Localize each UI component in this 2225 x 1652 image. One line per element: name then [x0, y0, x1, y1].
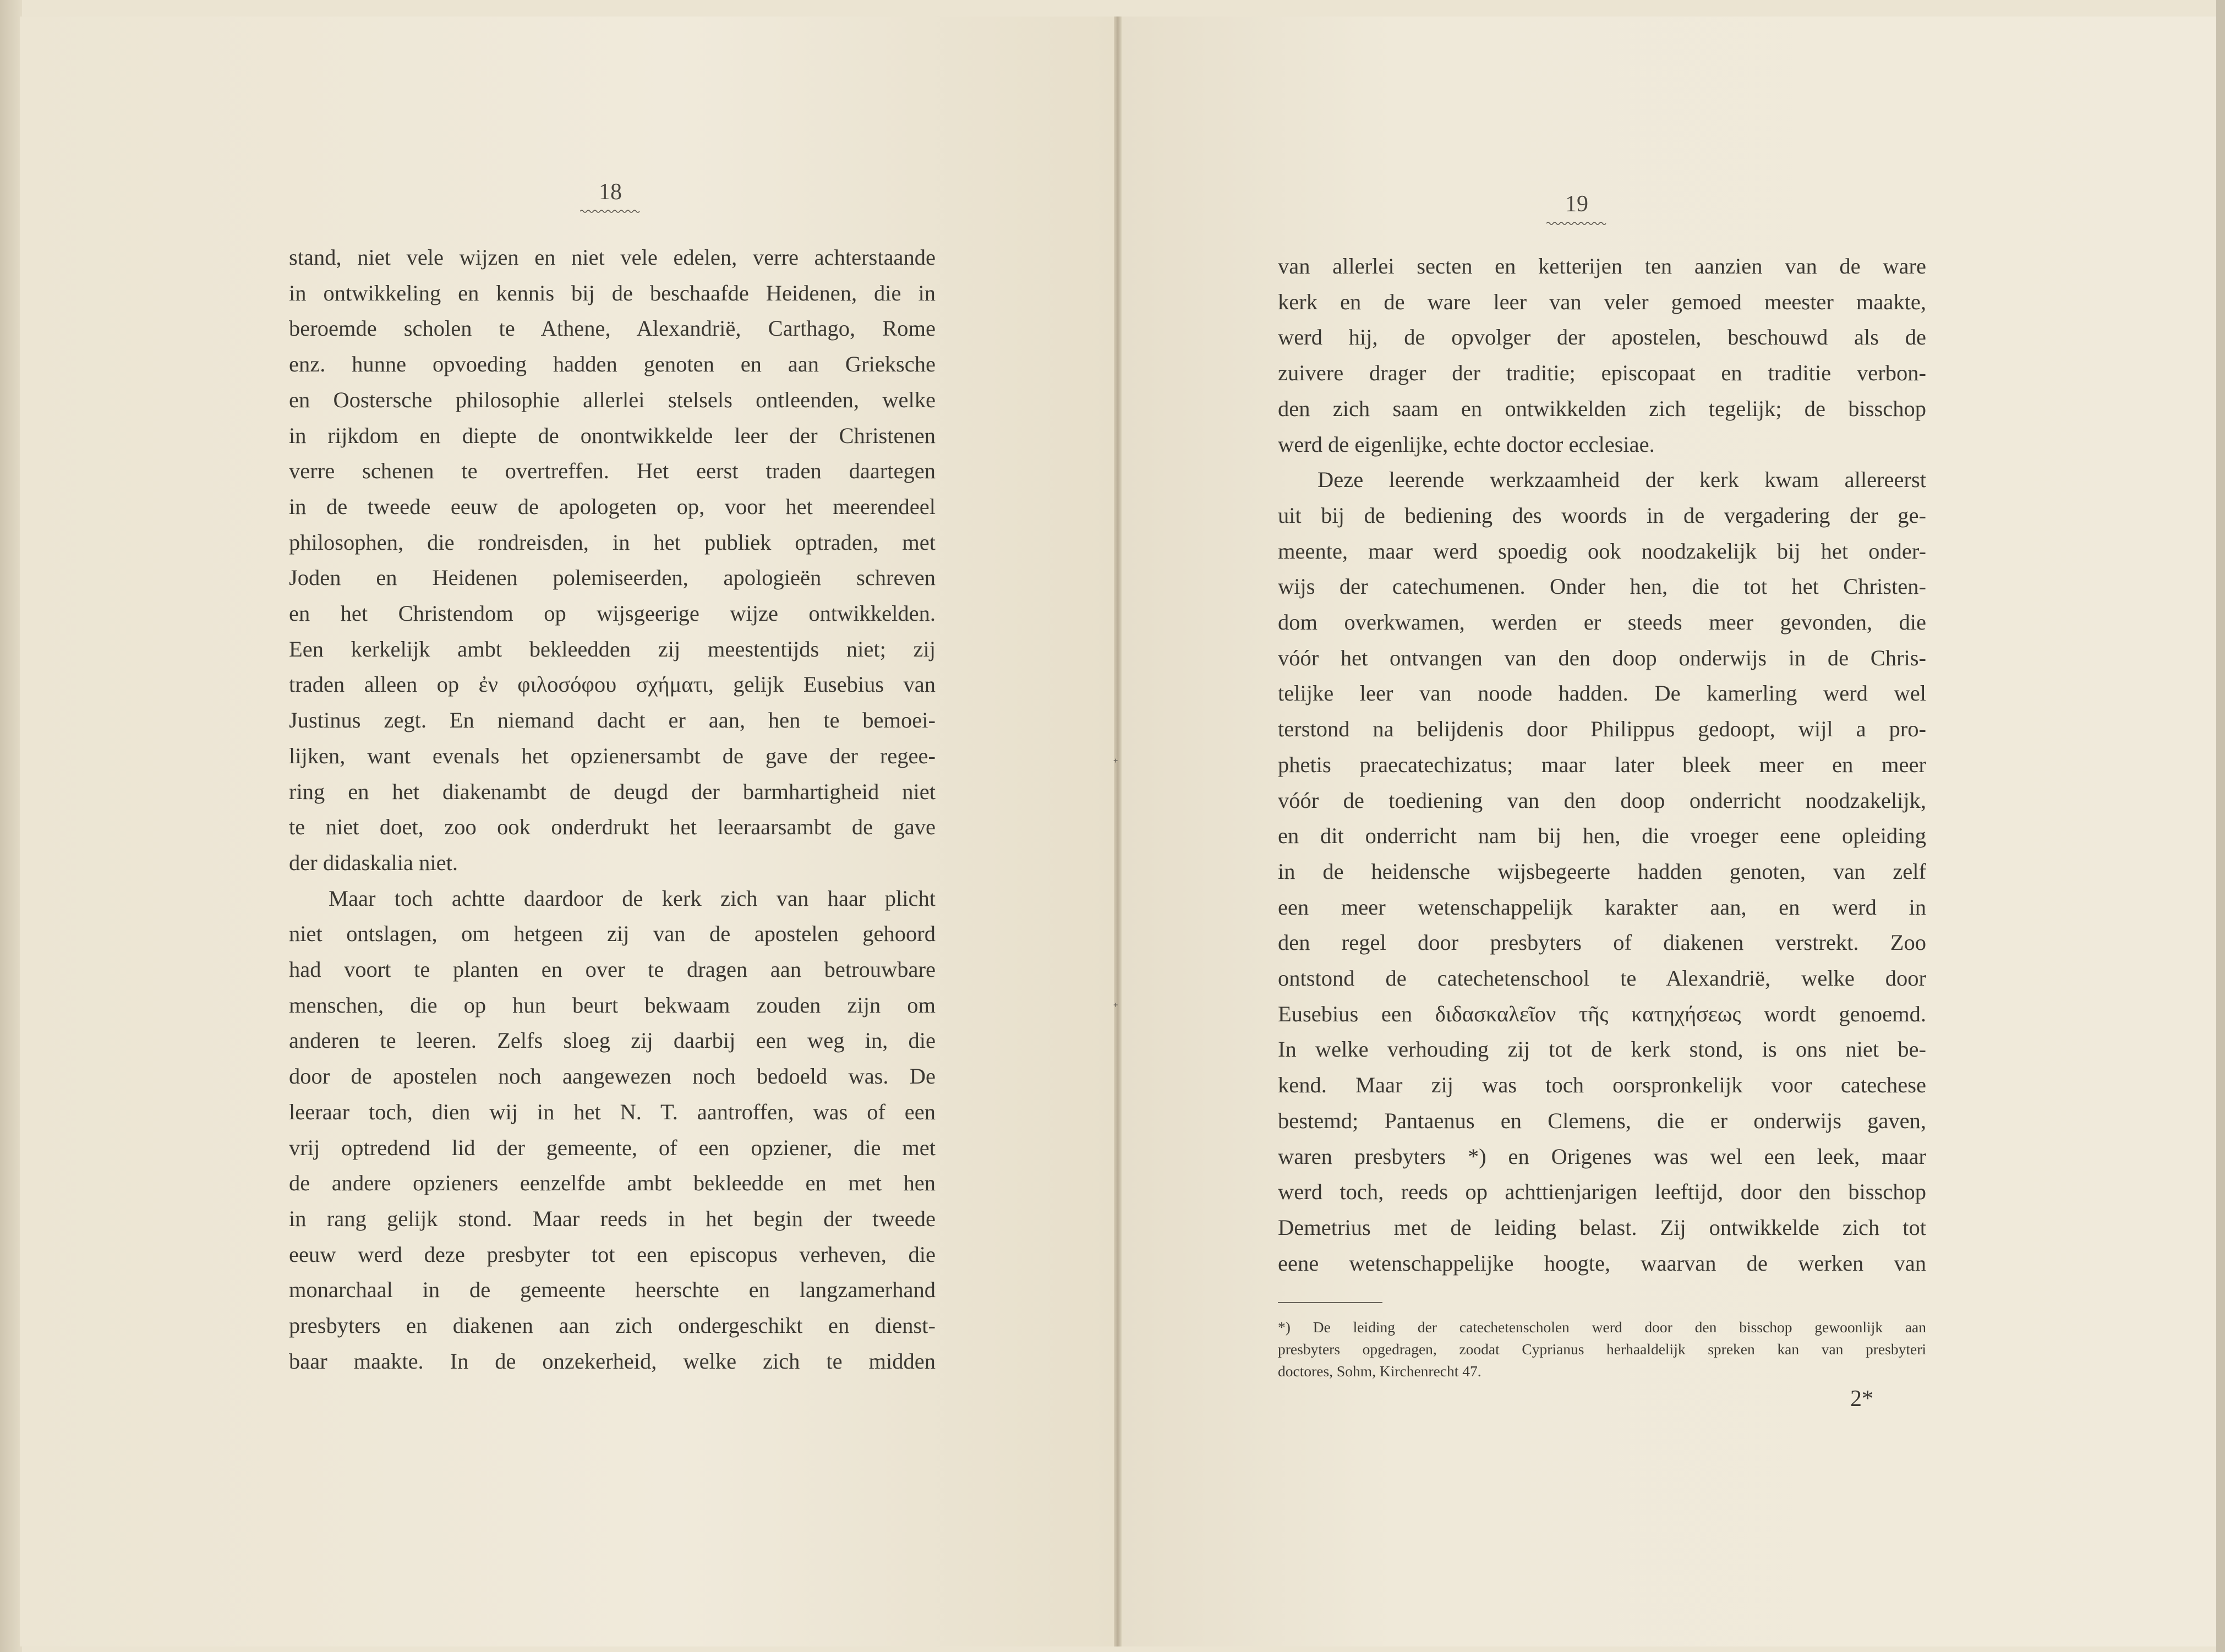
- text-line: den regel door presbyters of diakenen verstrekt. Zoo: [1278, 930, 1926, 955]
- text-line: meente, maar werd spoedig ook noodzakelijk bij het onder-: [1278, 538, 1926, 564]
- text-line: terstond na belijdenis door Philippus gedoopt, wijl a pro-: [1278, 716, 1926, 742]
- right-page-body: [1278, 249, 1926, 1281]
- text-line: presbyters en diakenen aan zich ondergeschikt en dienst-: [289, 1313, 936, 1338]
- text-line: dom overkwamen, werden er steeds meer gevonden, die: [1278, 610, 1926, 635]
- text-line: Deze leerende werkzaamheid der kerk kwam allereerst: [1317, 467, 1926, 493]
- text-line: wijs der catechumenen. Onder hen, die tot het Christen-: [1278, 574, 1926, 599]
- text-line: phetis praecatechizatus; maar later bleek meer en meer: [1278, 752, 1926, 777]
- text-line: in ontwikkeling en kennis bij de beschaafde Heidenen, die in: [289, 280, 936, 305]
- left-page-number-text: 18: [599, 179, 622, 205]
- text-line: werd toch, reeds op achttienjarigen leeftijd, door den bisschop: [1278, 1179, 1926, 1205]
- text-line: vóór de toediening van den doop onderricht noodzakelijk,: [1278, 787, 1926, 813]
- text-line: Justinus zegt. En niemand dacht er aan, hen te bemoei-: [289, 708, 936, 733]
- text-line: vóór het ontvangen van den doop onderwijs in de Chris-: [1278, 645, 1926, 670]
- text-line: eeuw werd deze presbyter tot een episcopus verheven, die: [289, 1241, 936, 1267]
- text-line: bestemd; Pantaenus en Clemens, die er onderwijs gaven,: [1278, 1108, 1926, 1133]
- text-line: de andere opzieners eenzelfde ambt bekleedde en met hen: [289, 1170, 936, 1196]
- text-line: Eusebius een διδασκαλεῖον τῆς κατηχήσεως wordt genoemd.: [1278, 1001, 1926, 1026]
- text-line: verre schenen te overtreffen. Het eerst traden daartegen: [289, 458, 936, 484]
- text-line: kerk en de ware leer van veler gemoed meester maakte,: [1278, 289, 1926, 314]
- text-line: leeraar toch, dien wij in het N. T. aantroffen, was of een: [289, 1099, 936, 1124]
- book-edge: [0, 0, 22, 1652]
- text-line: ontstond de catechetenschool te Alexandrië, welke door: [1278, 966, 1926, 991]
- text-line: zuivere drager der traditie; episcopaat en traditie verbon-: [1278, 360, 1926, 386]
- text-line: der didaskalia niet.: [289, 850, 458, 875]
- text-line: Demetrius met de leiding belast. Zij ontwikkelde zich tot: [1278, 1215, 1926, 1240]
- text-line: en dit onderricht nam bij hen, die vroeger eene opleiding: [1278, 823, 1926, 849]
- text-line: anderen te leeren. Zelfs sloeg zij daarbij een weg in, die: [289, 1028, 936, 1053]
- text-line: In welke verhouding zij tot de kerk stond, is ons niet be-: [1278, 1037, 1926, 1062]
- text-line: te niet doet, zoo ook onderdrukt het leeraarsambt de gave: [289, 814, 936, 840]
- text-line: baar maakte. In de onzekerheid, welke zich te midden: [289, 1348, 936, 1374]
- text-line: waren presbyters *) en Origenes was wel een leek, maar: [1278, 1144, 1926, 1169]
- text-line: in de tweede eeuw de apologeten op, voor het meerendeel: [289, 494, 936, 519]
- printer-signature-mark: 2*: [1850, 1386, 1873, 1412]
- gutter-mark-lower: [1113, 1003, 1123, 1006]
- left-page-number: [555, 179, 665, 214]
- text-line: beroemde scholen te Athene, Alexandrië, Carthago, Rome: [289, 316, 936, 341]
- footnote-line: doctores, Sohm, Kirchenrecht 47.: [1278, 1363, 1481, 1380]
- ornamental-rule: [580, 209, 641, 214]
- footnote-line: *) De leiding der catechetenscholen werd door den bisschop gewoonlijk aan: [1278, 1319, 1926, 1336]
- book-gutter: [1114, 17, 1122, 1646]
- right-page-number-text: 19: [1565, 192, 1588, 217]
- text-line: in de heidensche wijsbegeerte hadden genoten, van zelf: [1278, 858, 1926, 884]
- text-line: den zich saam en ontwikkelden zich tegelijk; de bisschop: [1278, 396, 1926, 421]
- footnote-line: presbyters opgedragen, zoodat Cyprianus herhaaldelijk spreken kan van presbyteri: [1278, 1341, 1926, 1358]
- text-line: van allerlei secten en ketterijen ten aanzien van de ware: [1278, 254, 1926, 278]
- footnote: [1278, 1316, 1926, 1382]
- text-line: werd de eigenlijke, echte doctor ecclesiae.: [1278, 431, 1655, 457]
- text-line: en Oostersche philosophie allerlei stelsels ontleenden, welke: [289, 387, 936, 412]
- text-line: ring en het diakenambt de deugd der barmhartigheid niet: [289, 779, 936, 804]
- text-line: en het Christendom op wijsgeerige wijze ontwikkelden.: [289, 601, 936, 626]
- text-line: Maar toch achtte daardoor de kerk zich van haar plicht: [329, 885, 936, 911]
- text-line: een meer wetenschappelijk karakter aan, en werd in: [1278, 894, 1926, 920]
- text-line: werd hij, de opvolger der apostelen, beschouwd als de: [1278, 325, 1926, 350]
- left-page-body: [289, 240, 936, 1380]
- text-line: Joden en Heidenen polemiseerden, apologieën schreven: [289, 565, 936, 590]
- text-line: telijke leer van noode hadden. De kamerling werd wel: [1278, 681, 1926, 706]
- text-line: in rang gelijk stond. Maar reeds in het begin der tweede: [289, 1206, 936, 1231]
- text-line: vrij optredend lid der gemeente, of een opziener, die met: [289, 1135, 936, 1160]
- text-line: uit bij de bediening des woords in de vergadering der ge-: [1278, 502, 1926, 528]
- gutter-mark-upper: [1113, 758, 1123, 762]
- ornamental-rule: [1546, 221, 1607, 226]
- text-line: lijken, want evenals het opzienersambt de gave der regee-: [289, 743, 936, 768]
- text-line: had voort te planten en over te dragen aan betrouwbare: [289, 957, 936, 982]
- right-scan-edge: [2216, 0, 2225, 1652]
- text-line: eene wetenschappelijke hoogte, waarvan de werken van: [1278, 1250, 1926, 1276]
- text-line: in rijkdom en diepte de onontwikkelde leer der Christenen: [289, 423, 936, 448]
- right-page-number: [1522, 191, 1632, 226]
- footnote-divider: [1278, 1302, 1382, 1303]
- text-line: monarchaal in de gemeente heerschte en langzamerhand: [289, 1277, 936, 1303]
- text-line: kend. Maar zij was toch oorspronkelijk voor catechese: [1278, 1073, 1926, 1098]
- text-line: menschen, die op hun beurt bekwaam zouden zijn om: [289, 992, 936, 1018]
- text-line: Een kerkelijk ambt bekleedden zij meestentijds niet; zij: [289, 636, 936, 661]
- text-line: door de apostelen noch aangewezen noch bedoeld was. De: [289, 1064, 936, 1089]
- text-line: enz. hunne opvoeding hadden genoten en aan Grieksche: [289, 352, 936, 377]
- text-line: philosophen, die rondreisden, in het publiek optraden, met: [289, 529, 936, 555]
- text-line: traden alleen op ἐν φιλοσόφου σχήματι, gelijk Eusebius van: [289, 672, 936, 697]
- text-line: niet ontslagen, om hetgeen zij van de apostelen gehoord: [289, 921, 936, 947]
- text-line: stand, niet vele wijzen en niet vele edelen, verre achterstaande: [289, 245, 936, 270]
